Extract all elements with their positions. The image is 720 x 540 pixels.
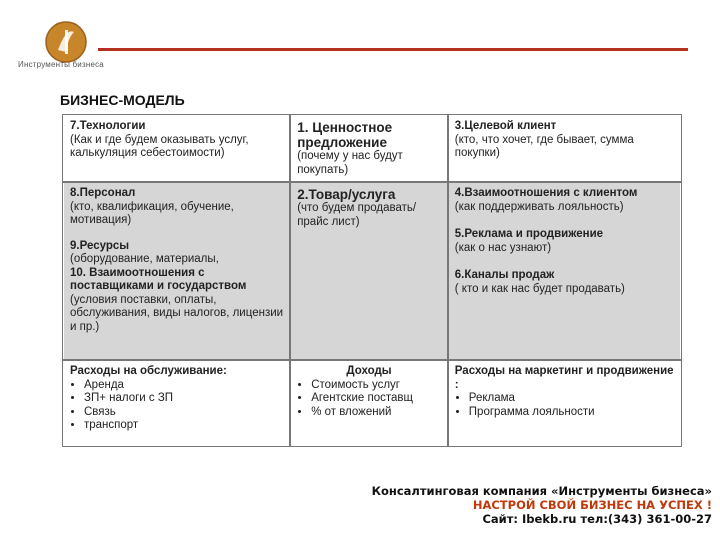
list-item: • % от вложений [311, 406, 441, 420]
income-list [297, 379, 441, 420]
page-title: БИЗНЕС-МОДЕЛЬ [60, 92, 185, 108]
cell-relations-promotion-channels [448, 182, 681, 360]
personnel-text: (кто, квалификация, обучение, мотивация) [70, 200, 234, 226]
footer-slogan: НАСТРОЙ СВОЙ БИЗНЕС НА УСПЕХ ! [472, 498, 712, 512]
cell-service-costs [63, 360, 290, 446]
technologies-text: (Как и где будем оказывать услуг, калькуляция себестоимости) [70, 133, 249, 159]
list-item: • Стоимость услуг [311, 379, 441, 393]
logo-caption: Инструменты бизнеса [18, 60, 104, 69]
suppliers-title: 10. Взаимоотношения с поставщиками и государством [70, 266, 247, 292]
product-title: 2.Товар/услуга [297, 187, 396, 202]
marketing-costs-list [455, 392, 674, 419]
cell-personnel-resources [63, 182, 290, 360]
value-title: 1. Ценностное предложение [297, 120, 393, 150]
personnel-title: 8.Персонал [70, 187, 136, 199]
promotion-text: (как о нас узнают) [454, 241, 552, 254]
product-text: (что будем продавать/ прайс лист) [297, 202, 417, 228]
list-item: • Программа лояльности [469, 406, 674, 420]
income-title: Доходы [346, 365, 392, 377]
business-model-canvas [62, 114, 682, 447]
segment-text: (кто, что хочет, где бывает, сумма покупки) [454, 133, 634, 159]
cell-customer-segment [448, 115, 681, 182]
value-text: (почему у нас будут покупать) [297, 150, 403, 176]
segment-title: 3.Целевой клиент [454, 120, 557, 132]
resources-text: (оборудование, материалы, [70, 253, 219, 265]
channels-title: 6.Каналы продаж [454, 269, 555, 281]
service-costs-title: Расходы на обслуживание: [70, 365, 227, 377]
resources-title: 9.Ресурсы [70, 239, 130, 252]
relations-text: (как поддерживать лояльность) [454, 200, 624, 213]
header-divider [98, 48, 688, 51]
promotion-title: 5.Реклама и продвижение [454, 228, 604, 240]
company-logo [44, 20, 88, 64]
service-costs-list [70, 379, 283, 433]
suppliers-text: (условия поставки, оплаты, обслуживания, виды налогов, лицензии и пр.) [70, 293, 284, 333]
footer-contacts: Сайт: Ibekb.ru тел:(343) 361-00-27 [482, 512, 712, 526]
footer-company: Консалтинговая компания «Инструменты бизнеса» [371, 484, 712, 498]
list-item: • Реклама [469, 392, 674, 406]
cell-technologies [63, 115, 290, 182]
marketing-costs-title: Расходы на маркетинг и продвижение : [454, 365, 674, 391]
list-item: • ЗП+ налоги с ЗП [84, 392, 283, 406]
cell-marketing-costs [448, 360, 681, 446]
cell-product [290, 182, 448, 360]
list-item: • Связь [84, 406, 283, 420]
footer [372, 484, 712, 526]
cell-value-proposition [290, 115, 448, 182]
cell-income [290, 360, 448, 446]
technologies-title: 7.Технологии [70, 120, 146, 132]
list-item: • транспорт [84, 419, 283, 433]
relations-title: 4.Взаимоотношения с клиентом [454, 187, 638, 199]
channels-text: ( кто и как нас будет продавать) [454, 282, 625, 295]
list-item: • Аренда [84, 379, 283, 393]
list-item: • Агентские поставщ [311, 392, 441, 406]
